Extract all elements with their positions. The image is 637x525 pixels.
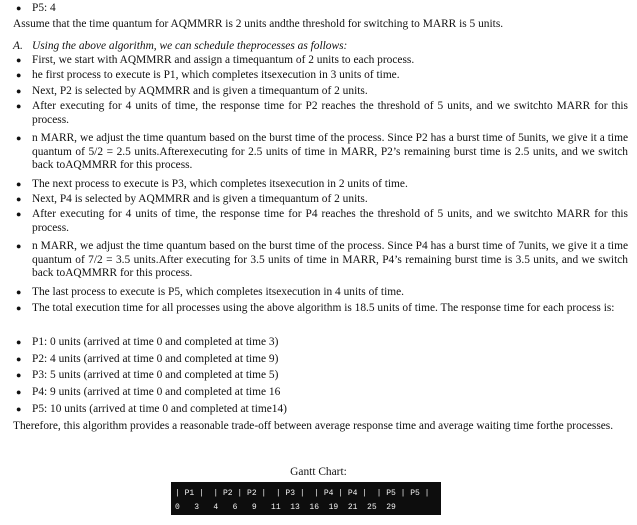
gantt-title: Gantt Chart: bbox=[290, 466, 347, 478]
step-2: he first process to execute is P1, which completes itsexecution in 3 units of time. bbox=[32, 69, 400, 81]
bullet: ● bbox=[16, 70, 22, 80]
step-5: n MARR, we adjust the time quantum based on the burst time of the process. Since P2 has a burst time of 5units, we give it a time quantum of 5/2 = 2.5 units.Afterexecuting for 2.5 units of time in MARR, P2’s remaining burst time is 2.5 units, and we switch back toAQMMRR for this process. bbox=[32, 132, 628, 172]
bullet: ● bbox=[16, 370, 22, 380]
step-11: The total execution time for all processes using the above algorithm is 18.5 units of time. The response time for each process is: bbox=[32, 302, 615, 314]
response-p3: P3: 5 units (arrived at time 0 and completed at time 5) bbox=[32, 369, 279, 381]
step-6: The next process to execute is P3, which completes itsexecution in 2 units of time. bbox=[32, 178, 408, 190]
response-p2: P2: 4 units (arrived at time 0 and completed at time 9) bbox=[32, 353, 279, 365]
step-3: Next, P2 is selected by AQMMRR and is given a timequantum of 2 units. bbox=[32, 85, 368, 97]
gantt-chart bbox=[171, 482, 441, 515]
conclusion-text: Therefore, this algorithm provides a reasonable trade-off between average response time and average waiting time forthe processes. bbox=[13, 420, 614, 432]
bullet: ● bbox=[16, 55, 22, 65]
bullet: ● bbox=[16, 404, 22, 414]
response-p1: P1: 0 units (arrived at time 0 and completed at time 3) bbox=[32, 336, 279, 348]
step-9: n MARR, we adjust the time quantum based on the burst time of the process. Since P4 has a burst time of 7units, we give it a time quantum of 7/2 = 3.5 units.After executing for 3.5 units of time in MARR, P4’s remaining burst time is 3.5 units, and we switch back toAQMMRR for this process. bbox=[32, 240, 628, 280]
bullet: ● bbox=[16, 337, 22, 347]
bullet: ● bbox=[16, 3, 22, 13]
bullet: ● bbox=[16, 354, 22, 364]
gantt-time-row: 0 3 4 6 9 11 13 16 19 21 25 29 bbox=[175, 503, 396, 512]
section-label: A. bbox=[13, 40, 23, 52]
bullet: ● bbox=[16, 101, 22, 111]
response-p5: P5: 10 units (arrived at time 0 and completed at time14) bbox=[32, 403, 287, 415]
step-7: Next, P4 is selected by AQMMRR and is given a timequantum of 2 units. bbox=[32, 193, 368, 205]
gantt-process-row: | P1 | | P2 | P2 | | P3 | | P4 | P4 | | P5 | P5 | bbox=[175, 489, 430, 498]
step-8: After executing for 4 units of time, the response time for P4 reaches the threshold of 5 units, and we switchto MARR for this process. bbox=[32, 208, 628, 234]
bullet: ● bbox=[16, 303, 22, 313]
bullet: ● bbox=[16, 194, 22, 204]
bullet: ● bbox=[16, 241, 22, 251]
bullet: ● bbox=[16, 209, 22, 219]
bullet: ● bbox=[16, 86, 22, 96]
assumption-text: Assume that the time quantum for AQMMRR is 2 units andthe threshold for switching to MARR is 5 units. bbox=[13, 18, 504, 30]
section-heading: Using the above algorithm, we can schedule theprocesses as follows: bbox=[32, 40, 348, 52]
response-p4: P4: 9 units (arrived at time 0 and completed at time 16 bbox=[32, 386, 281, 398]
bullet: ● bbox=[16, 133, 22, 143]
process-p5-burst: P5: 4 bbox=[32, 2, 56, 14]
bullet: ● bbox=[16, 179, 22, 189]
step-1: First, we start with AQMMRR and assign a timequantum of 2 units to each process. bbox=[32, 54, 415, 66]
bullet: ● bbox=[16, 287, 22, 297]
step-4: After executing for 4 units of time, the response time for P2 reaches the threshold of 5 units, and we switchto MARR for this process. bbox=[32, 100, 628, 126]
bullet: ● bbox=[16, 387, 22, 397]
step-10: The last process to execute is P5, which completes itsexecution in 4 units of time. bbox=[32, 286, 405, 298]
